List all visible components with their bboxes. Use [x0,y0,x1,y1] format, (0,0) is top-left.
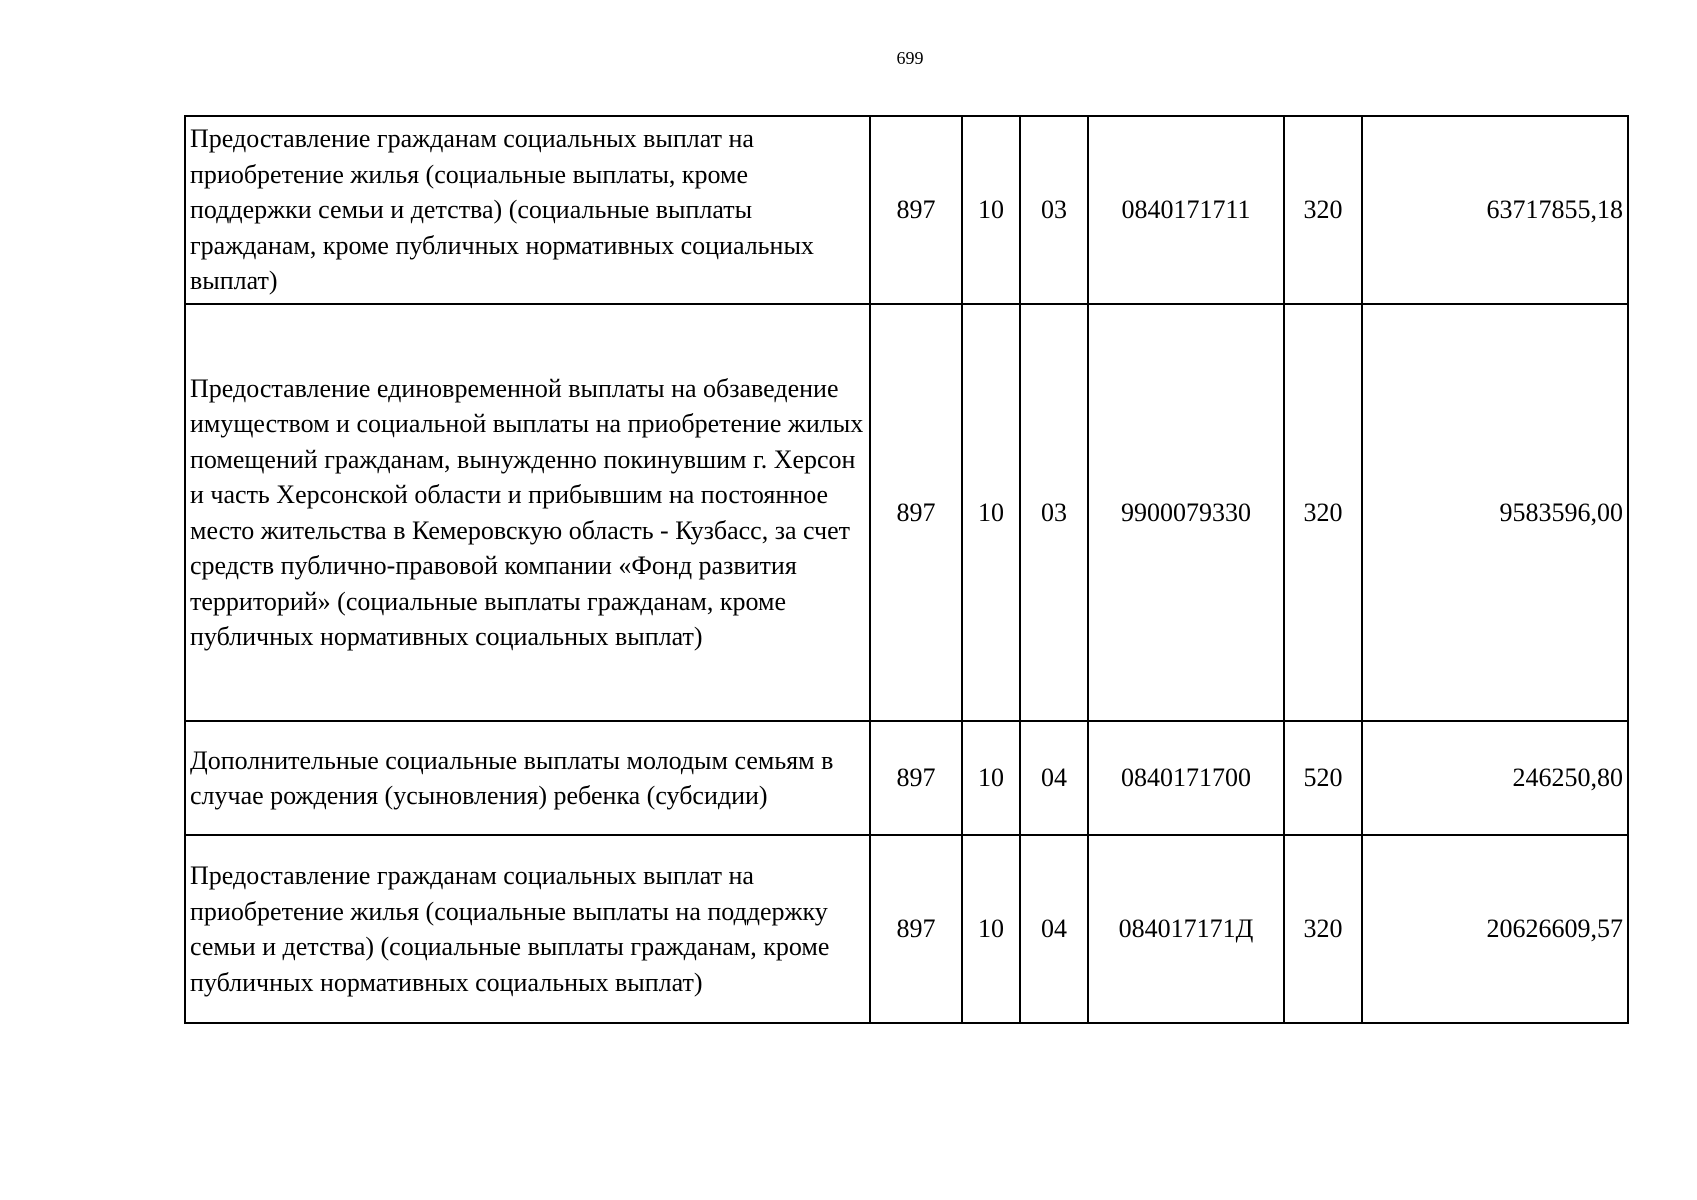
table-row [185,721,1628,835]
amount: 20626609,57 [1362,835,1628,1023]
section-code: 10 [962,116,1020,304]
target-article-code: 0840171700 [1088,721,1284,835]
page-number: 699 [896,48,924,68]
ministry-code: 897 [870,304,962,721]
row-description: Дополнительные социальные выплаты молодым семьям в случае рождения (усыновления) ребенка (субсидии) [185,721,870,835]
row-description: Предоставление гражданам социальных выплат на приобретение жилья (социальные выплаты, кроме поддержки семьи и детства) (социальные выплаты гражданам, кроме публичных нормативных социальных выплат) [185,116,870,304]
target-article-code: 0840171711 [1088,116,1284,304]
ministry-code: 897 [870,116,962,304]
amount: 63717855,18 [1362,116,1628,304]
ministry-code: 897 [870,721,962,835]
table-row [185,304,1628,721]
subsection-code: 03 [1020,304,1088,721]
amount: 9583596,00 [1362,304,1628,721]
target-article-code: 9900079330 [1088,304,1284,721]
expense-type-code: 520 [1284,721,1362,835]
row-description: Предоставление единовременной выплаты на обзаведение имуществом и социальной выплаты на приобретение жилых помещений гражданам, вынужденно покинувшим г. Херсон и часть Херсонской области и прибывшим на постоянное место жительства в Кемеровскую область - Кузбасс, за счет средств публично-правовой компании «Фонд развития территорий» (социальные выплаты гражданам, кроме публичных нормативных социальных выплат) [185,304,870,721]
row-description: Предоставление гражданам социальных выплат на приобретение жилья (социальные выплаты на поддержку семьи и детства) (социальные выплаты гражданам, кроме публичных нормативных социальных выплат) [185,835,870,1023]
target-article-code: 084017171Д [1088,835,1284,1023]
table-row [185,116,1628,304]
subsection-code: 04 [1020,835,1088,1023]
section-code: 10 [962,721,1020,835]
amount: 246250,80 [1362,721,1628,835]
expense-type-code: 320 [1284,116,1362,304]
ministry-code: 897 [870,835,962,1023]
budget-table [184,115,1629,1024]
subsection-code: 04 [1020,721,1088,835]
section-code: 10 [962,835,1020,1023]
section-code: 10 [962,304,1020,721]
subsection-code: 03 [1020,116,1088,304]
expense-type-code: 320 [1284,835,1362,1023]
table-row [185,835,1628,1023]
expense-type-code: 320 [1284,304,1362,721]
